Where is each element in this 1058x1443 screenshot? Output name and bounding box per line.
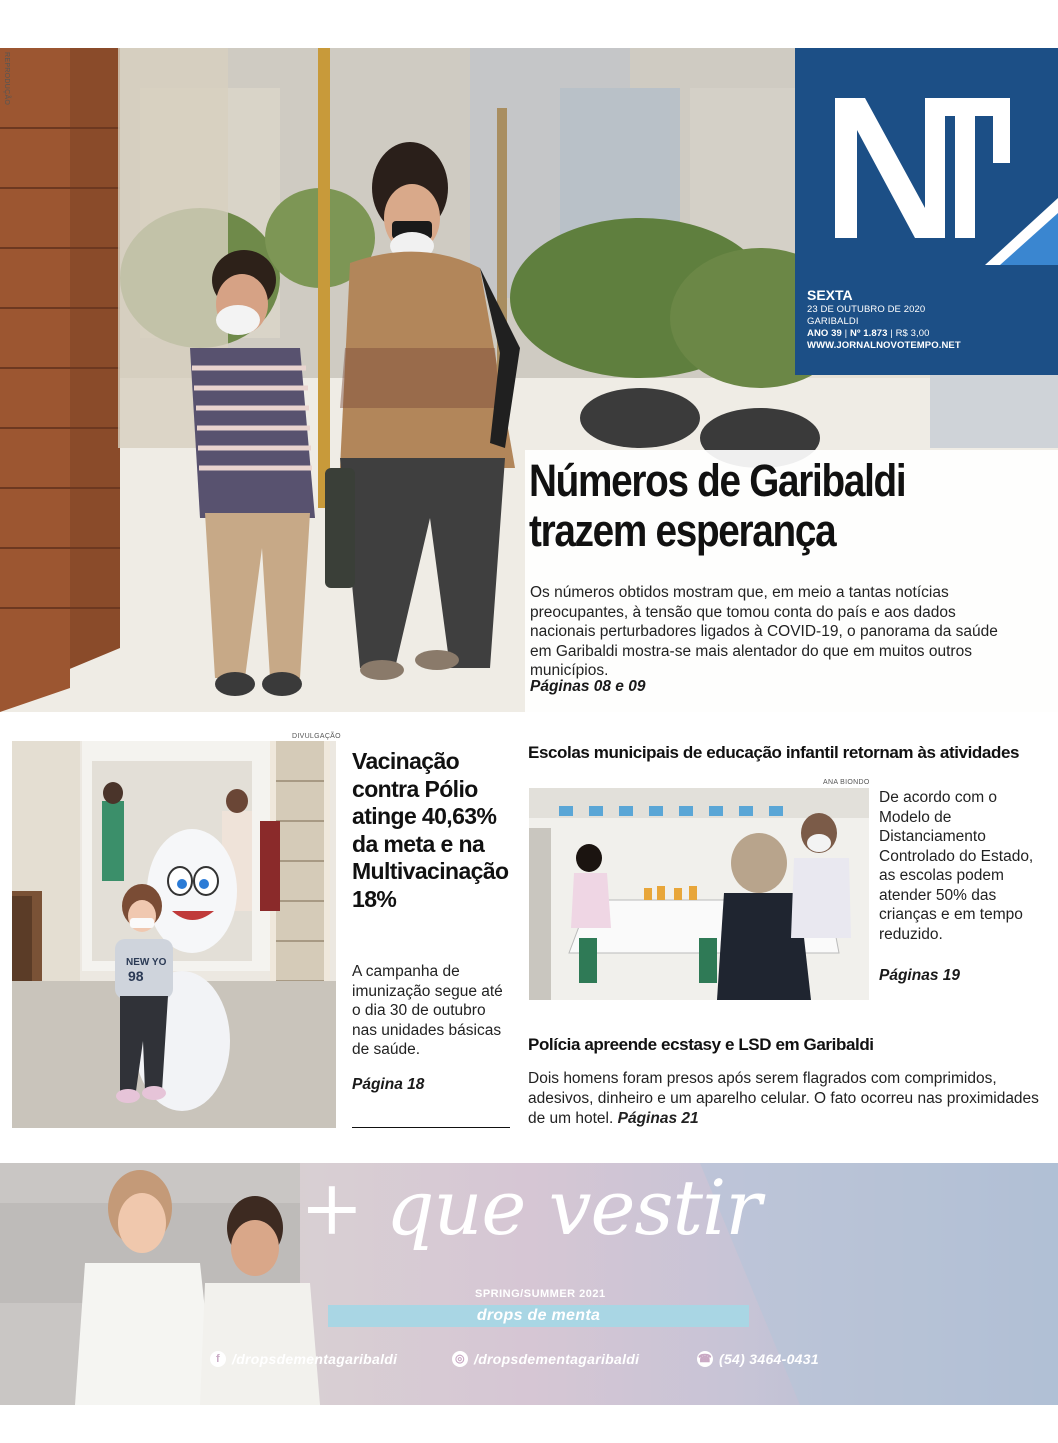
advertisement[interactable] [0, 1163, 1058, 1405]
ad-slogan: + que vestir [300, 1163, 761, 1252]
ad-facebook-handle: /dropsdementagaribaldi [232, 1351, 398, 1367]
phone-icon: ☎ [697, 1353, 712, 1365]
vaccination-body: A campanha de imunização segue até o dia 30 de outubro nas unidades básicas de saúde. [352, 963, 503, 1058]
ad-instagram[interactable] [452, 1351, 639, 1367]
vaccination-title-line: Vacinação [352, 748, 460, 774]
issue-day: SEXTA [807, 287, 853, 303]
ad-brand-bar [328, 1305, 749, 1327]
schools-photo [529, 788, 869, 1000]
vaccination-pages: Página 18 [352, 1076, 425, 1093]
vaccination-title-line: Multivacinação [352, 858, 509, 884]
sign-number: 98 [128, 968, 144, 984]
vaccination-title-line: atinge 40,63% [352, 803, 497, 829]
main-story-lead: Os números obtidos mostram que, em meio a tantas notícias preocupantes, à tensão que tomou conta do país e aos dados nacionais perturbadores ligados à COVID-19, o panorama da saúde em Garibaldi mostra-se mais alentador do que em muitos outros municípios. [530, 584, 998, 679]
column-divider [352, 1127, 510, 1128]
vaccination-photo-credit: DIVULGAÇÃO [292, 733, 341, 740]
issue-date: 23 DE OUTUBRO DE 2020 [807, 304, 926, 315]
vaccination-title[interactable] [352, 748, 522, 913]
issue-info: SEXTA 23 DE OUTUBRO DE 2020 GARIBALDI ANO 39 | Nº 1.873 | R$ 3,00 WWW.JORNALNOVOTEMPO.NET [795, 265, 1058, 375]
nt-logo-mark [795, 48, 1058, 265]
ad-season: SPRING/SUMMER 2021 [475, 1288, 606, 1300]
vaccination-title-line: 18% [352, 885, 397, 912]
schools-pages: Páginas 19 [879, 967, 960, 984]
vaccination-title-line: da meta e na [352, 830, 485, 857]
newspaper-logo [795, 48, 1058, 265]
police-body: Dois homens foram presos após serem flagrados com comprimidos, adesivos, dinheiro e um aparelho celular. O fato ocorreu nas proximidades de um hotel. [528, 1070, 1039, 1127]
police-body-block [528, 1069, 1043, 1129]
headline-line-2: trazem esperança [529, 505, 836, 556]
sign-text: NEW YO [126, 957, 167, 968]
schools-title[interactable]: Escolas municipais de educação infantil retornam às atividades [528, 743, 1020, 762]
issue-number: Nº 1.873 [849, 328, 888, 339]
issue-city: GARIBALDI [807, 316, 859, 327]
vaccination-photo [12, 741, 336, 1128]
police-title[interactable]: Polícia apreende ecstasy e LSD em Garibaldi [528, 1035, 874, 1054]
schools-body: De acordo com o Modelo de Distanciamento Controlado do Estado, as escolas podem atender 50% das crianças e em tempo reduzido. [879, 789, 1034, 943]
main-story [525, 450, 1058, 712]
ad-brand: drops de menta [476, 1307, 601, 1324]
headline-line-1: Números de Garibaldi [529, 455, 906, 506]
ad-phone-number: (54) 3464-0431 [719, 1351, 819, 1367]
schools-photo-credit: ANA BIONDO [823, 779, 870, 786]
schools-illustration [529, 788, 869, 1000]
ad-phone[interactable] [697, 1351, 819, 1367]
police-pages: Páginas 21 [617, 1110, 699, 1127]
main-story-pages: Páginas 08 e 09 [530, 678, 646, 695]
ad-instagram-handle: /dropsdementagaribaldi [474, 1351, 640, 1367]
facebook-icon: f [210, 1351, 226, 1367]
instagram-icon: ◎ [452, 1351, 468, 1367]
hero-photo-credit: REPRODUÇÃO [3, 52, 10, 106]
vaccination-title-line: contra Pólio [352, 775, 478, 802]
issue-price: R$ 3,00 [895, 328, 930, 339]
vaccination-illustration [12, 741, 336, 1128]
website-link[interactable]: WWW.JORNALNOVOTEMPO.NET [807, 340, 961, 351]
main-headline[interactable] [529, 456, 976, 556]
ad-facebook[interactable] [210, 1351, 397, 1367]
issue-year: ANO 39 [807, 328, 842, 339]
